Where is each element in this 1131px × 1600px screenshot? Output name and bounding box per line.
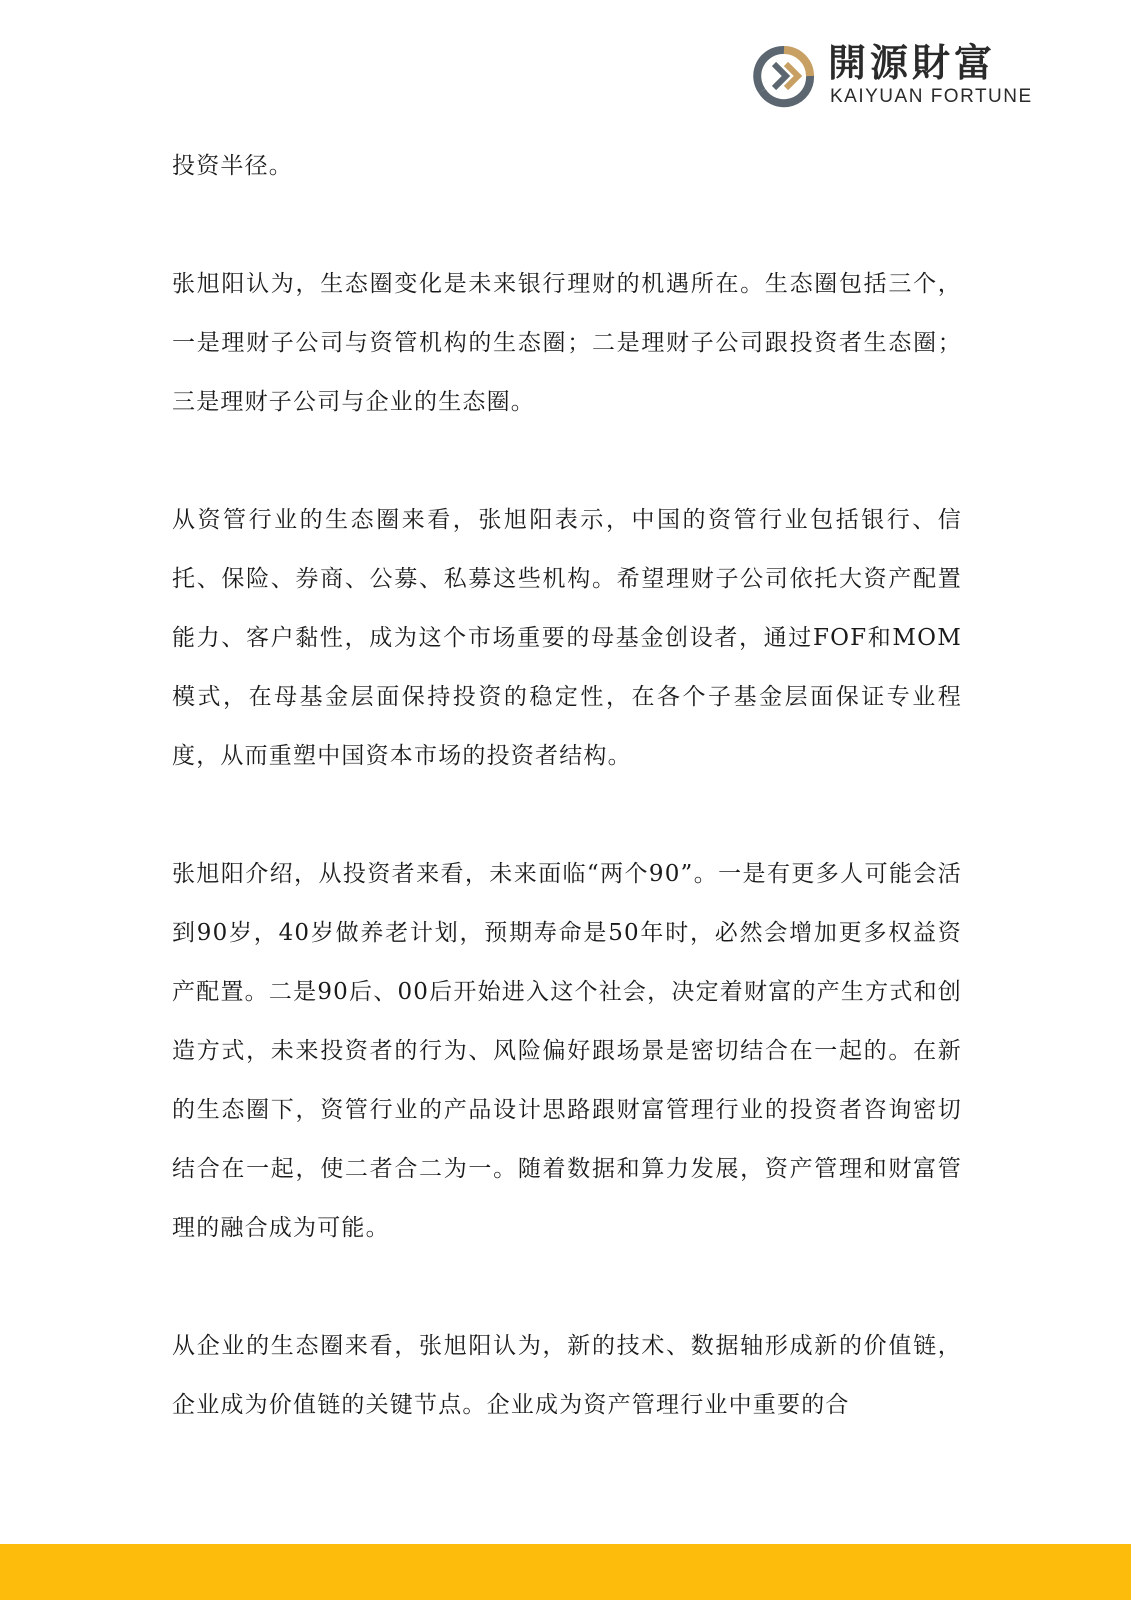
company-logo [752,40,1052,112]
kaiyuan-logo-icon [752,44,816,108]
logo-english-name: KAIYUAN FORTUNE [830,86,1033,107]
paragraph: 从资管行业的生态圈来看，张旭阳表示，中国的资管行业包括银行、信托、保险、券商、公募、私募这些机构。希望理财子公司依托大资产配置能力、客户黏性，成为这个市场重要的母基金创设者，通过FOF和MOM模式，在母基金层面保持投资的稳定性，在各个子基金层面保证专业程度，从而重塑中国资本市场的投资者结构。 [172,507,962,769]
paragraph: 张旭阳介绍，从投资者来看，未来面临“两个90”。一是有更多人可能会活到90岁，40岁做养老计划，预期寿命是50年时，必然会增加更多权益资产配置。二是90后、00后开始进入这个社会，决定着财富的产生方式和创造方式，未来投资者的行为、风险偏好跟场景是密切结合在一起的。在新的生态圈下，资管行业的产品设计思路跟财富管理行业的投资者咨询密切结合在一起，使二者合二为一。随着数据和算力发展，资产管理和财富管理的融合成为可能。 [172,861,962,1241]
article-body [172,137,962,1494]
footer-bar [0,1544,1131,1600]
paragraph: 从企业的生态圈来看，张旭阳认为，新的技术、数据轴形成新的价值链，企业成为价值链的关键节点。企业成为资产管理行业中重要的合 [172,1333,962,1418]
paragraph: 张旭阳认为，生态圈变化是未来银行理财的机遇所在。生态圈包括三个，一是理财子公司与资管机构的生态圈；二是理财子公司跟投资者生态圈；三是理财子公司与企业的生态圈。 [172,271,962,415]
logo-chinese-name: 開源財富 [828,41,997,85]
paragraph: 投资半径。 [172,153,293,179]
